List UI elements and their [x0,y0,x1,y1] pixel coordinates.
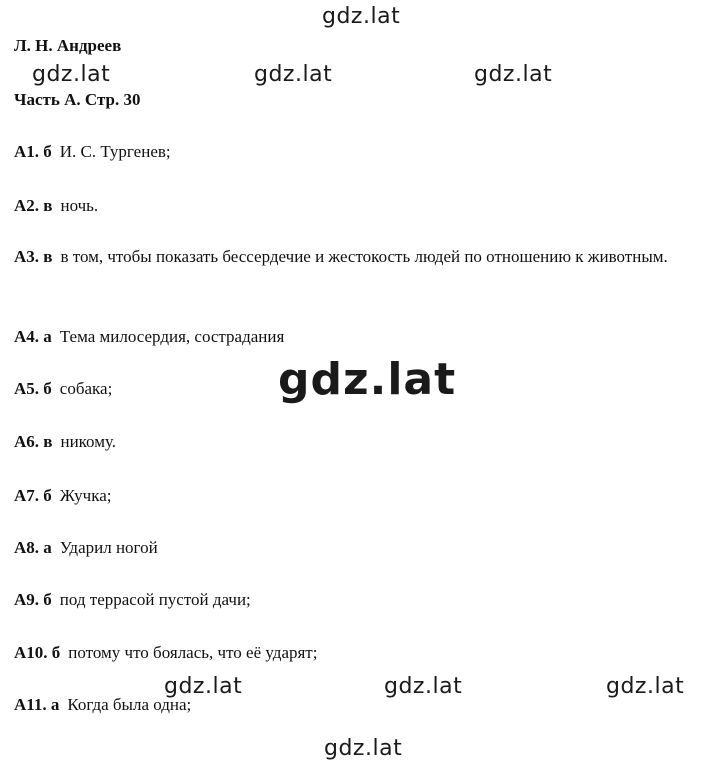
answer-letter: б [43,379,52,398]
answer-text: никому. [60,432,117,451]
answer-text: Тема милосердия, сострадания [59,327,285,346]
answer-number: А6. [14,432,40,451]
answer-number: А9. [14,590,40,609]
answer-text: собака; [59,379,113,398]
answer-item [14,374,704,404]
answer-text: Когда была одна; [67,695,192,714]
watermark: gdz.lat [32,62,111,87]
answer-letter: а [43,327,52,346]
answer-text: в том, чтобы показать бессердечие и жестокость людей по отношению к животным. [60,247,668,266]
watermark: gdz.lat [164,674,243,699]
answer-letter: а [43,538,52,557]
answer-number: А4. [14,327,40,346]
answer-number: А5. [14,379,40,398]
answer-item [14,427,704,457]
answer-letter: б [43,142,52,161]
answer-letter: б [51,643,61,662]
answer-item [14,533,704,563]
watermark: gdz.lat [474,62,553,87]
answer-letter: в [43,247,53,266]
answer-item [14,481,704,511]
answer-item [14,191,704,221]
answer-letter: а [50,695,60,714]
author-heading: Л. Н. Андреев [14,36,122,55]
watermark: gdz.lat [254,62,333,87]
answer-number: А2. [14,196,40,215]
watermark: gdz.lat [322,4,401,29]
answer-text: И. С. Тургенев; [59,142,171,161]
answer-number: А11. [14,695,47,714]
answer-item [14,242,704,272]
answer-number: А7. [14,486,40,505]
answer-number: А1. [14,142,40,161]
answer-number: А10. [14,643,48,662]
answer-letter: б [43,486,52,505]
answer-item [14,585,704,615]
answer-letter: б [43,590,52,609]
answer-item [14,638,704,668]
answer-text: потому что боялась, что её ударят; [68,643,318,662]
answer-text: Ударил ногой [59,538,158,557]
answer-text: Жучка; [59,486,112,505]
watermark: gdz.lat [384,674,463,699]
watermark-large: gdz.lat [278,354,457,405]
answer-letter: в [43,432,53,451]
watermark: gdz.lat [324,736,403,761]
answer-item [14,690,704,720]
answer-number: А8. [14,538,40,557]
watermark: gdz.lat [606,674,685,699]
answer-text: под террасой пустой дачи; [59,590,251,609]
answer-letter: в [43,196,53,215]
answer-number: А3. [14,247,40,266]
answer-item [14,137,704,167]
answer-text: ночь. [60,196,99,215]
answer-item [14,322,704,352]
section-heading: Часть А. Стр. 30 [14,90,141,109]
